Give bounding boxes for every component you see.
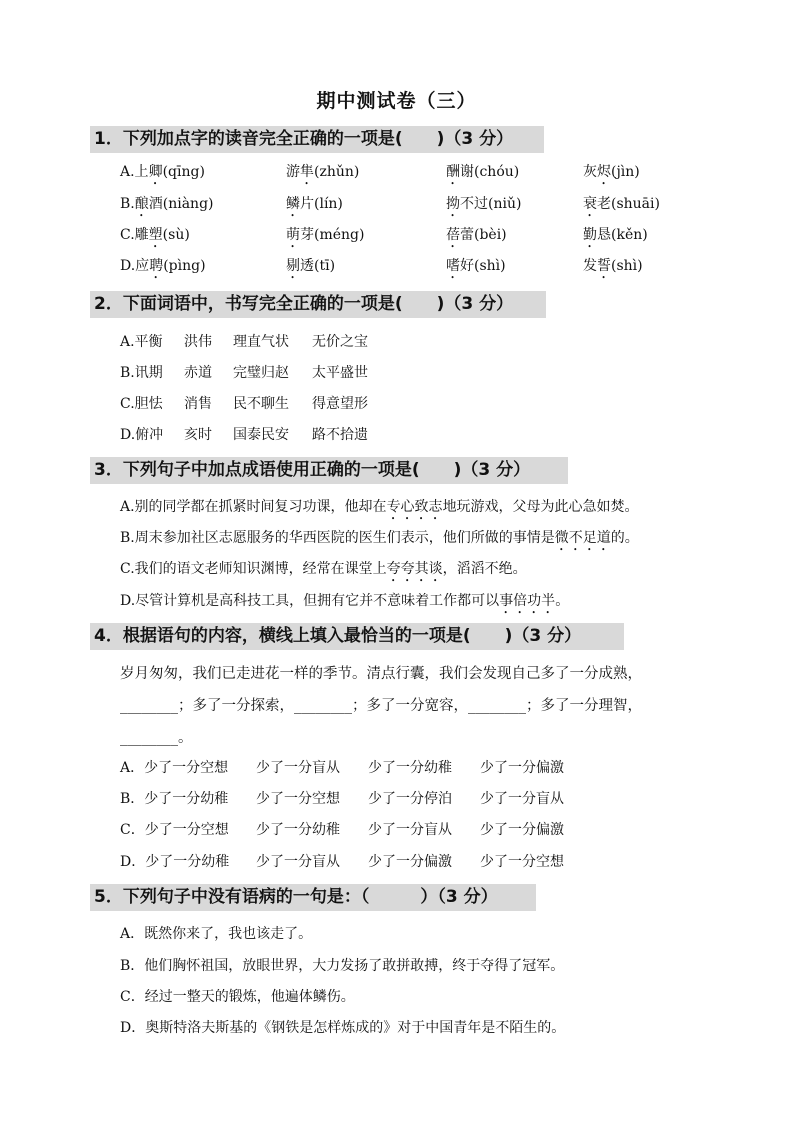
q1-option xyxy=(286,256,335,282)
q3-option-text-after: ，滔滔不绝。 xyxy=(442,561,527,577)
q2-word: D.俯冲 xyxy=(120,427,164,443)
q1-dotted-char: 塑 xyxy=(148,227,163,243)
q2-word: 完璧归赵 xyxy=(233,365,289,381)
q2-word: 消售 xyxy=(184,396,212,412)
q1-option xyxy=(286,162,359,188)
q2-word: 得意望形 xyxy=(312,396,368,412)
q1-dotted-char: 剔 xyxy=(286,258,300,274)
q1-option xyxy=(120,256,206,282)
q1-dotted-char: 誓 xyxy=(597,258,611,274)
q3-dotted-idiom: 专心致志 xyxy=(386,499,443,515)
q3-option-text-after: 。 xyxy=(555,593,570,609)
q1-dotted-char: 酿 xyxy=(134,196,149,212)
q1-dotted-char: 隼 xyxy=(300,164,314,180)
q2-word: 国泰民安 xyxy=(233,427,289,443)
q3-dotted-idiom: 事倍功半 xyxy=(499,593,556,609)
q3-option xyxy=(120,528,639,554)
q2-word: A.平衡 xyxy=(120,334,163,350)
question-5-heading: 5．下列句子中没有语病的一句是：（ ）（3 分） xyxy=(90,884,536,911)
q4-option-phrase: 少了一分盲从 xyxy=(256,854,340,870)
q3-option-text-before: A.别的同学都在抓紧时间复习功课，他却在 xyxy=(120,499,387,515)
q1-option-suffix: (jìn) xyxy=(611,164,640,180)
q1-option xyxy=(120,194,214,220)
question-4-passage-line-1: 岁月匆匆，我们已走进花一样的季节。清点行囊，我们会发现自己多了一分成熟， xyxy=(120,666,642,682)
q1-option-suffix: (sù) xyxy=(162,227,190,243)
q4-option-phrase: 少了一分幼稚 xyxy=(256,822,340,838)
q2-word: 亥时 xyxy=(184,427,212,443)
q5-option: D．奥斯特洛夫斯基的《钢铁是怎样炼成的》对于中国青年是不陌生的。 xyxy=(120,1020,566,1036)
q4-option-phrase: 少了一分空想 xyxy=(480,854,564,870)
q1-option-suffix: 芽(méng) xyxy=(300,227,365,243)
question-4-passage-line-2: ________；多了一分探索，________；多了一分宽容，________；多了一分理智， xyxy=(120,698,642,714)
q1-option-suffix: 透(tī) xyxy=(300,258,336,274)
q1-dotted-char: 烬 xyxy=(597,164,611,180)
q1-dotted-char: 勤 xyxy=(583,227,597,243)
q1-option-suffix: 老(shuāi) xyxy=(597,196,660,212)
q1-option xyxy=(583,225,648,251)
q2-word: 路不拾遗 xyxy=(312,427,368,443)
q5-option: C．经过一整天的锻炼，他遍体鳞伤。 xyxy=(120,989,355,1005)
q5-option: A．既然你来了，我也该走了。 xyxy=(120,926,313,942)
q2-word: 民不聊生 xyxy=(233,396,289,412)
q3-option-text-after: 地玩游戏，父母为此心急如焚。 xyxy=(442,499,639,515)
q4-option-phrase: 少了一分盲从 xyxy=(368,822,452,838)
q1-option-suffix: (zhǔn) xyxy=(314,164,360,180)
q4-option-phrase: 少了一分盲从 xyxy=(480,791,564,807)
q1-option xyxy=(583,162,640,188)
q3-option xyxy=(120,559,527,585)
q1-dotted-char: 拗 xyxy=(446,196,460,212)
q1-option-prefix: 灰 xyxy=(583,164,597,180)
q1-option xyxy=(446,194,521,220)
q4-option-phrase: 少了一分偏激 xyxy=(480,760,564,776)
q2-word: 理直气状 xyxy=(233,334,289,350)
q4-option-phrase: B．少了一分幼稚 xyxy=(120,791,229,807)
q4-option-phrase: 少了一分空想 xyxy=(256,791,340,807)
q1-dotted-char: 鳞 xyxy=(286,196,300,212)
q1-option-prefix: D.应 xyxy=(120,258,150,274)
q4-option-phrase: 少了一分偏激 xyxy=(368,854,452,870)
q1-dotted-char: 酬 xyxy=(446,164,460,180)
q1-option xyxy=(120,162,205,188)
q4-option-phrase: 少了一分偏激 xyxy=(480,822,564,838)
page-title: 期中测试卷（三） xyxy=(316,90,477,112)
q2-word: 洪伟 xyxy=(184,334,212,350)
question-4-passage-line-3: ________。 xyxy=(120,730,193,746)
q1-option-suffix: (pìng) xyxy=(163,258,206,274)
q1-option xyxy=(120,225,190,251)
q1-option-suffix: 蕾(bèi) xyxy=(460,227,507,243)
q1-option-suffix: 片(lín) xyxy=(300,196,343,212)
q1-dotted-char: 萌 xyxy=(286,227,300,243)
q1-dotted-char: 衰 xyxy=(583,196,597,212)
q1-option xyxy=(583,256,643,282)
q2-word: 赤道 xyxy=(184,365,212,381)
q3-option-text-before: C.我们的语文老师知识渊博，经常在课堂上 xyxy=(120,561,387,577)
q1-option-suffix: (qīng) xyxy=(162,164,205,180)
q1-dotted-char: 嗜 xyxy=(446,258,460,274)
q3-option-text-before: B.周末参加社区志愿服务的华西医院的医生们表示，他们所做的事情是 xyxy=(120,530,555,546)
q4-option-phrase: C．少了一分空想 xyxy=(120,822,229,838)
q2-word: 太平盛世 xyxy=(312,365,368,381)
q1-option xyxy=(286,194,343,220)
q2-word: 无价之宝 xyxy=(312,334,368,350)
question-4-heading: 4．根据语句的内容，横线上填入最恰当的一项是( )（3 分） xyxy=(90,623,624,650)
q1-dotted-char: 聘 xyxy=(149,258,164,274)
q5-option: B．他们胸怀祖国，放眼世界，大力发扬了敢拼敢搏，终于夺得了冠军。 xyxy=(120,958,565,974)
q1-option-prefix: 游 xyxy=(286,164,300,180)
q1-option-suffix: 谢(chóu) xyxy=(460,164,520,180)
q3-dotted-idiom: 微不足道 xyxy=(554,530,611,546)
q1-option-suffix: 好(shì) xyxy=(460,258,506,274)
q4-option-phrase: A．少了一分空想 xyxy=(120,760,229,776)
q1-option-prefix: B. xyxy=(120,196,135,212)
q3-option xyxy=(120,497,639,523)
question-2-heading: 2．下面词语中，书写完全正确的一项是( )（3 分） xyxy=(90,291,546,318)
q1-option-suffix: (shì) xyxy=(611,258,643,274)
q3-option-text-after: 的。 xyxy=(610,530,639,546)
q1-dotted-char: 蓓 xyxy=(446,227,460,243)
q2-word: B.讯期 xyxy=(120,365,163,381)
q1-option xyxy=(446,225,507,251)
question-1-heading: 1．下列加点字的读音完全正确的一项是( )（3 分） xyxy=(90,126,544,153)
q4-option-phrase: 少了一分盲从 xyxy=(256,760,340,776)
q1-option xyxy=(446,162,519,188)
q3-option xyxy=(120,591,569,617)
q1-option-suffix: 恳(kěn) xyxy=(597,227,648,243)
question-3-heading: 3．下列句子中加点成语使用正确的一项是( )（3 分） xyxy=(90,457,568,484)
q1-option-suffix: 酒(niàng) xyxy=(148,196,214,212)
q3-dotted-idiom: 夸夸其谈 xyxy=(386,561,443,577)
q1-option-prefix: C.雕 xyxy=(120,227,149,243)
q1-option-suffix: 不过(niǔ) xyxy=(460,196,522,212)
q1-option xyxy=(583,194,660,220)
q1-option-prefix: A.上 xyxy=(120,164,149,180)
q4-option-phrase: 少了一分停泊 xyxy=(368,791,452,807)
q1-dotted-char: 卿 xyxy=(148,164,163,180)
q1-option xyxy=(286,225,364,251)
q4-option-phrase: 少了一分幼稚 xyxy=(368,760,452,776)
q3-option-text-before: D.尽管计算机是高科技工具，但拥有它并不意味着工作都可以 xyxy=(120,593,500,609)
q1-option xyxy=(446,256,506,282)
q4-option-phrase: D．少了一分幼稚 xyxy=(120,854,230,870)
q2-word: C.胆怯 xyxy=(120,396,163,412)
q1-option-prefix: 发 xyxy=(583,258,597,274)
